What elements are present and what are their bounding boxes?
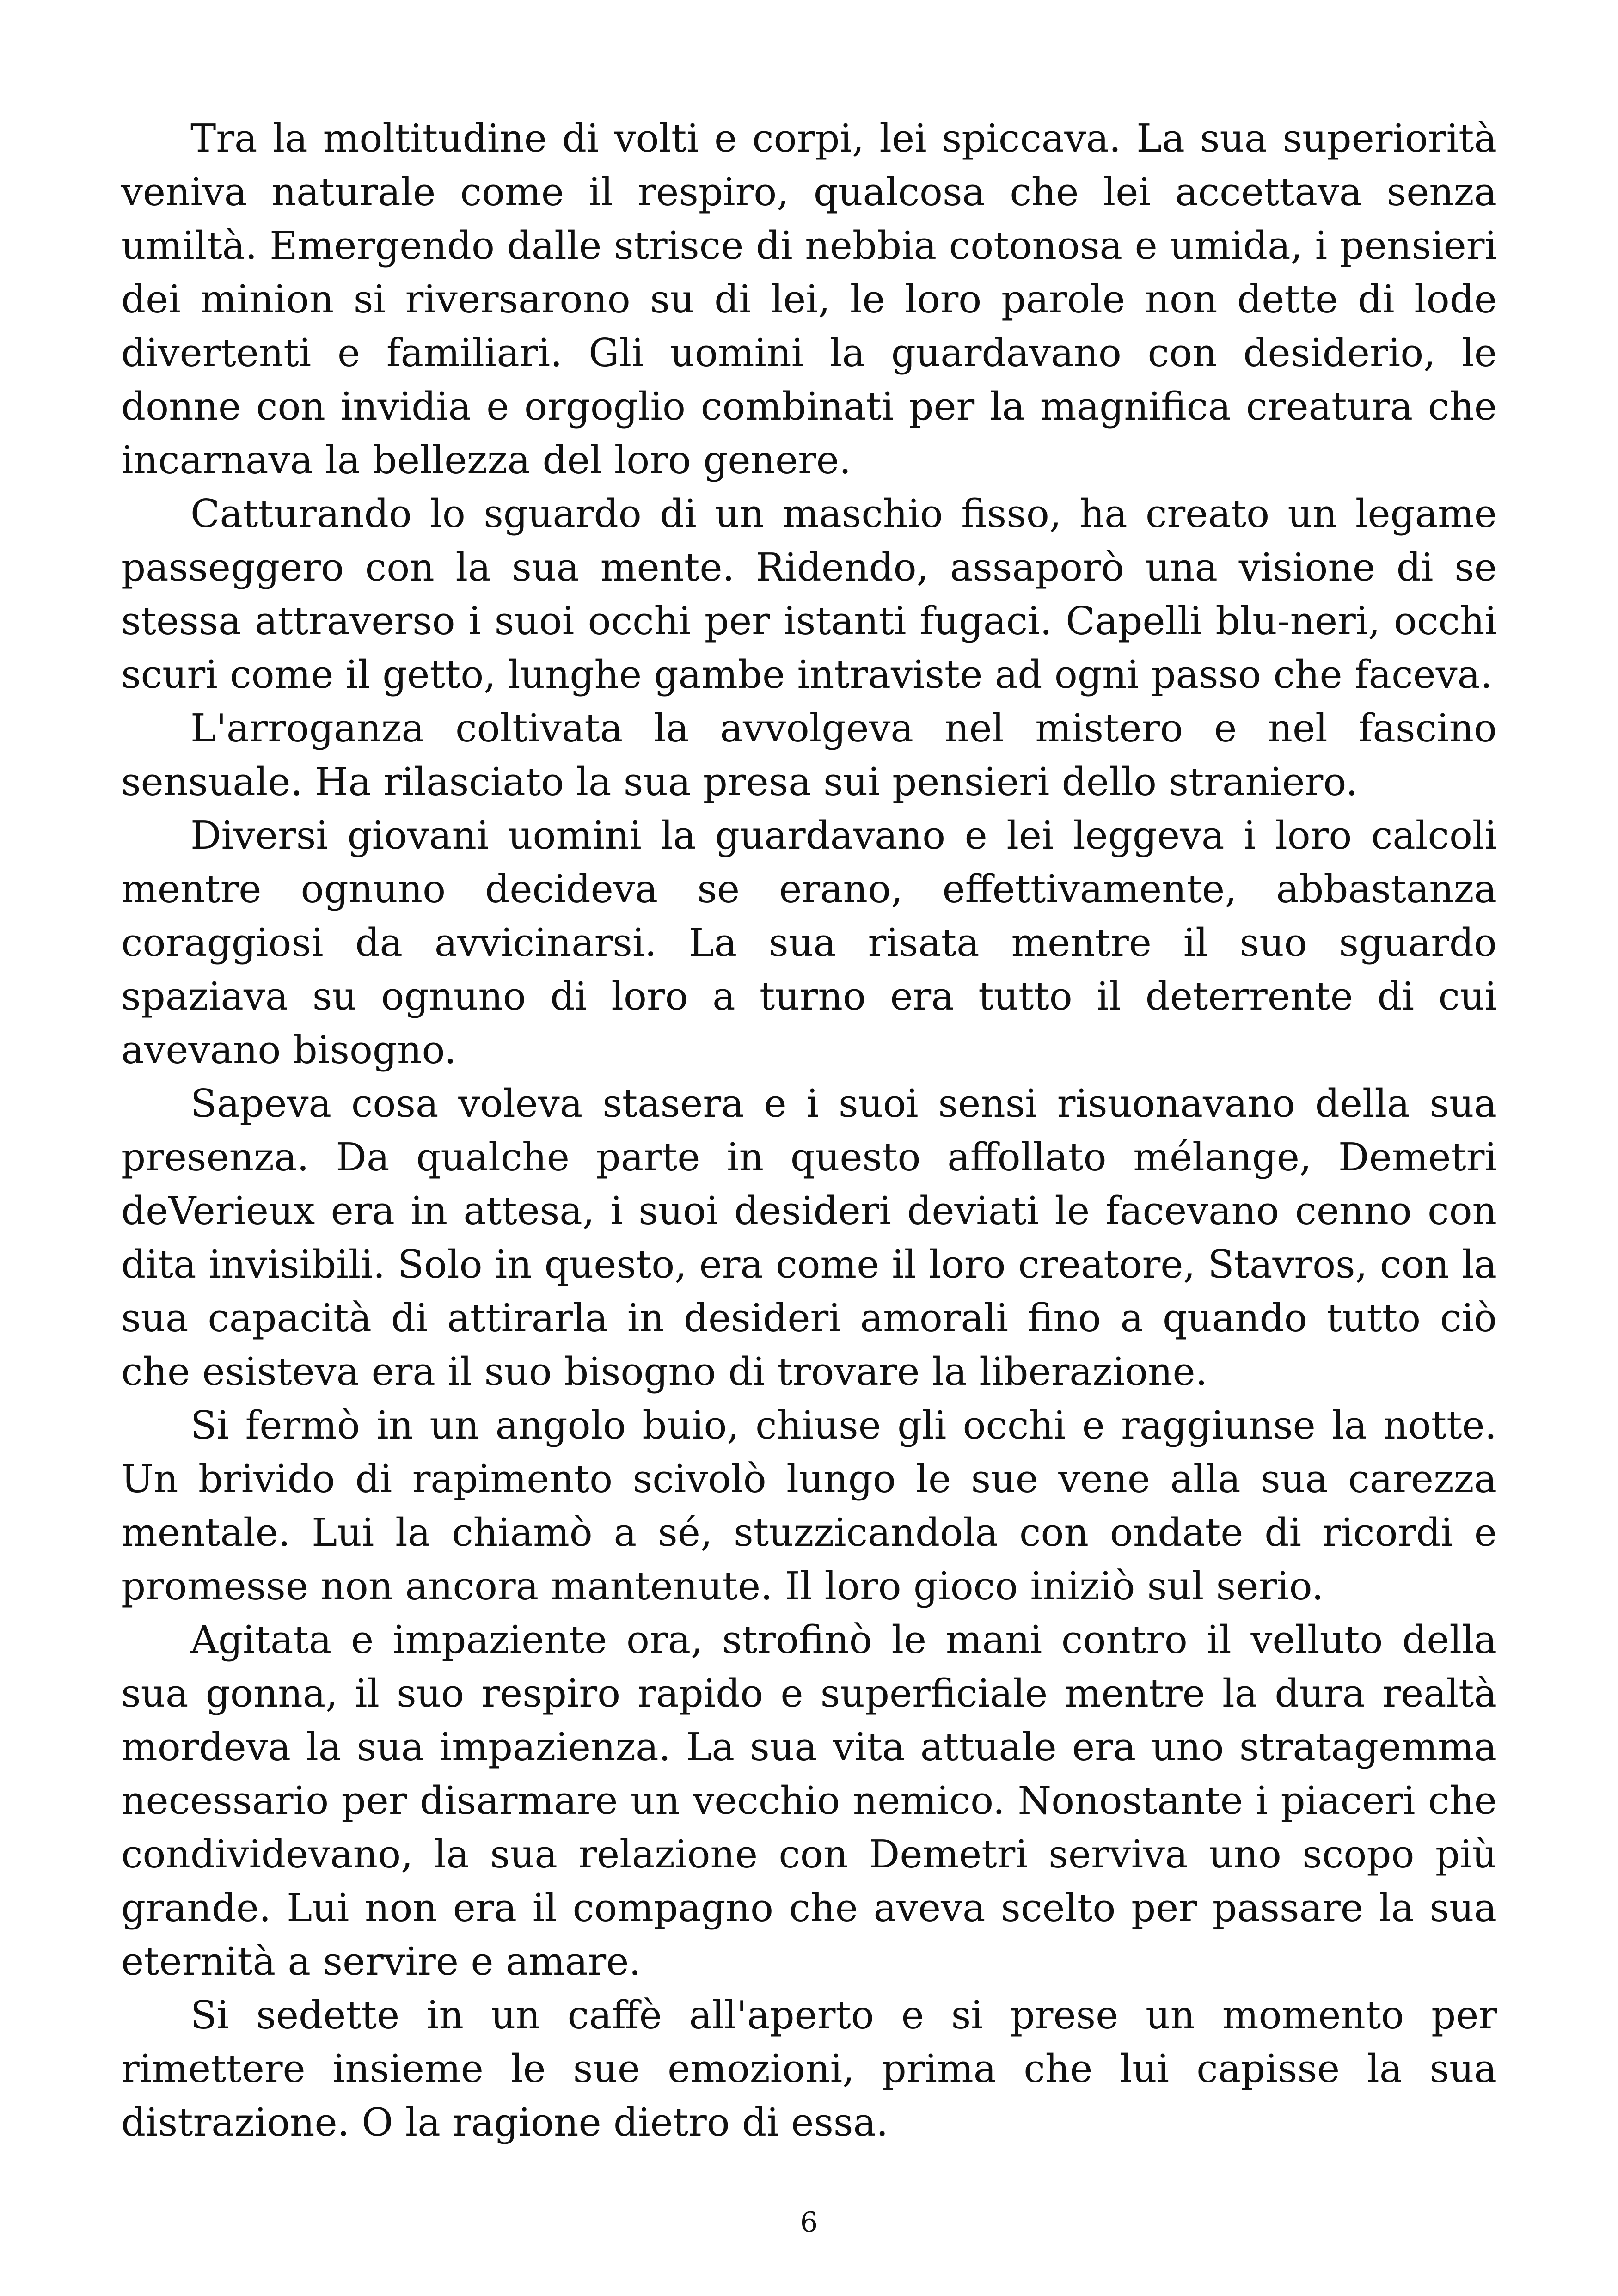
paragraph: Si sedette in un caffè all'aperto e si prese un momento per rimettere insieme le sue emozioni, prima che lui capisse la sua distrazione. O la ragione dietro di essa. [121, 1993, 1497, 2145]
paragraph: Sapeva cosa voleva stasera e i suoi sensi risuonavano della sua presenza. Da qualche parte in questo affollato mélange, Demetri deVerieux era in attesa, i suoi desideri deviati le facevano cenno con dita invisibili. Solo in questo, era come il loro creatore, Stavros, con la sua capacità di attirarla in desideri amorali fino a quando tutto ciò che esisteva era il suo bisogno di trovare la liberazione. [121, 1081, 1497, 1394]
paragraph: Si fermò in un angolo buio, chiuse gli occhi e raggiunse la notte. Un brivido di rapimento scivolò lungo le sue vene alla sua carezza mentale. Lui la chiamò a sé, stuzzicandola con ondate di ricordi e promesse non ancora mantenute. Il loro gioco iniziò sul serio. [121, 1403, 1497, 1609]
page-number: 6 [800, 2206, 818, 2239]
paragraph: Tra la moltitudine di volti e corpi, lei spiccava. La sua superiorità veniva naturale come il respiro, qualcosa che lei accettava senza umiltà. Emergendo dalle strisce di nebbia cotonosa e umida, i pensieri dei minion si riversarono su di lei, le loro parole non dette di lode divertenti e familiari. Gli uomini la guardavano con desiderio, le donne con invidia e orgoglio combinati per la magnifica creatura che incarnava la bellezza del loro genere. [121, 116, 1497, 483]
paragraph: Agitata e impaziente ora, strofinò le mani contro il velluto della sua gonna, il suo respiro rapido e superficiale mentre la dura realtà mordeva la sua impazienza. La sua vita attuale era uno stratagemma necessario per disarmare un vecchio nemico. Nonostante i piaceri che condividevano, la sua relazione con Demetri serviva uno scopo più grande. Lui non era il compagno che aveva scelto per passare la sua eternità a servire e amare. [121, 1617, 1497, 1984]
paragraph: Diversi giovani uomini la guardavano e lei leggeva i loro calcoli mentre ognuno decideva se erano, effettivamente, abbastanza coraggiosi da avvicinarsi. La sua risata mentre il suo sguardo spaziava su ognuno di loro a turno era tutto il deterrente di cui avevano bisogno. [121, 813, 1497, 1072]
body-text [121, 112, 1497, 2149]
paragraph: Catturando lo sguardo di un maschio fisso, ha creato un legame passeggero con la sua mente. Ridendo, assaporò una visione di se stessa attraverso i suoi occhi per istanti fugaci. Capelli blu-neri, occhi scuri come il getto, lunghe gambe intraviste ad ogni passo che faceva. [121, 491, 1497, 697]
paragraph: L'arroganza coltivata la avvolgeva nel mistero e nel fascino sensuale. Ha rilasciato la sua presa sui pensieri dello straniero. [121, 706, 1497, 804]
